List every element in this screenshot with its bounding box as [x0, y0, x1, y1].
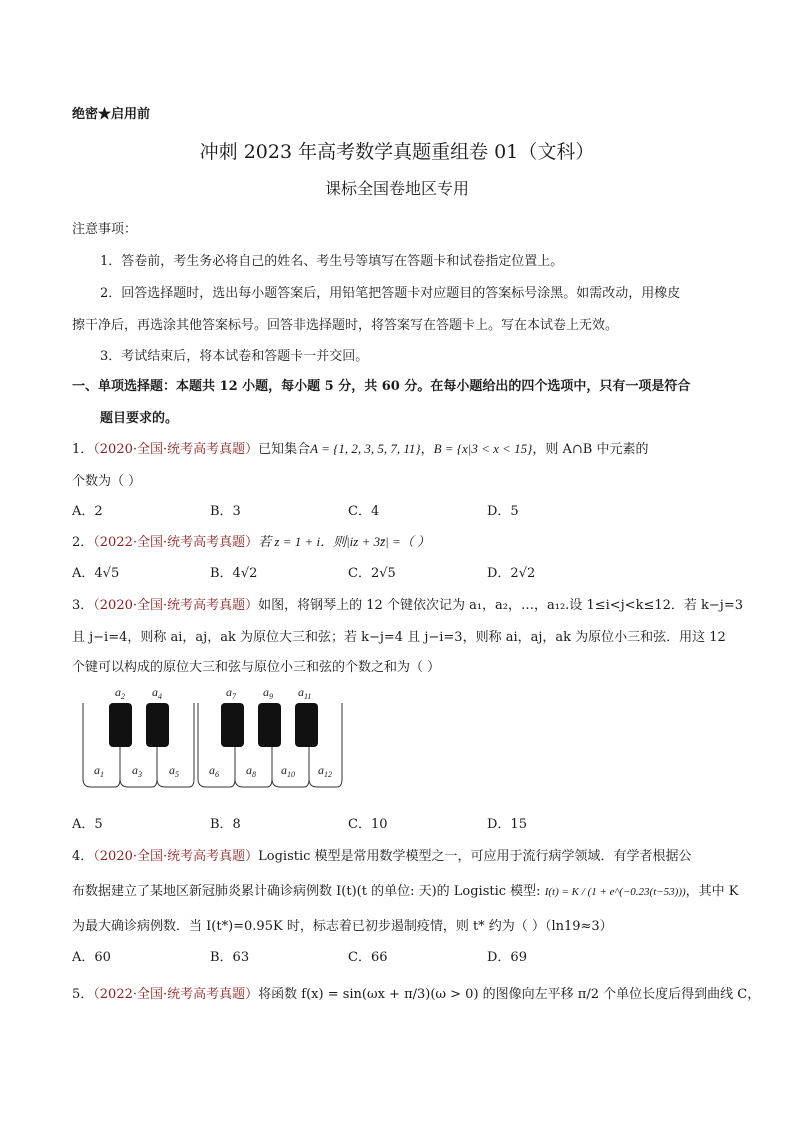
question-text: 若 z = 1 + i．则|iz + 3z̄| =（ ）: [258, 534, 431, 549]
question-source: （2020·全国·统考高考真题）: [93, 849, 259, 864]
key-label-a8: $a_8$: [246, 763, 256, 779]
question-number: 3．: [72, 598, 94, 613]
q2-option-a[interactable]: A．4√5: [72, 566, 120, 581]
key-label-a10: $a_{10}$: [281, 763, 295, 779]
key-label-a3: $a_3$: [132, 763, 142, 779]
question-source: （2020·全国·统考高考真题）: [93, 442, 259, 457]
question-text-cont: 则 A∩B 中元素的: [545, 442, 649, 457]
notice-heading: 注意事项：: [72, 222, 138, 237]
key-label-a6: $a_6$: [209, 763, 219, 779]
notice-item-2-cont: 擦干净后，再选涂其他答案标号。回答非选择题时，将答案写在答题卡上。写在本试卷上无效。: [72, 318, 619, 333]
confidential-mark: 绝密★启用前: [72, 107, 151, 122]
black-key-a4: [146, 703, 169, 747]
black-key-a7: [221, 703, 244, 747]
q3-option-d[interactable]: D．15: [487, 817, 527, 832]
key-label-a4: $a_4$: [152, 685, 162, 701]
q4-option-b[interactable]: B．63: [210, 950, 250, 965]
question-5-line1: [72, 983, 760, 1002]
key-label-a7: $a_7$: [226, 685, 236, 701]
q2-option-d[interactable]: D．2√2: [487, 566, 536, 581]
question-text: 布数据建立了某地区新冠肺炎累计确诊病例数 I(t)(t 的单位: 天)的 Logistic 模型:: [72, 884, 541, 899]
q4-option-d[interactable]: D．69: [487, 950, 527, 965]
black-key-a9: [258, 703, 281, 747]
notice-item-1: 1．答卷前，考生务必将自己的姓名、考生号等填写在答题卡和试卷指定位置上。: [100, 254, 564, 269]
black-key-labels: [115, 685, 311, 701]
q4-option-a[interactable]: A．60: [72, 950, 111, 965]
piano-keyboard-figure: [78, 683, 350, 793]
q3-option-b[interactable]: B．8: [210, 817, 241, 832]
section-heading: 一、单项选择题：本题共 12 小题，每小题 5 分，共 60 分。在每小题给出的四个选项中，只有一项是符合: [72, 379, 691, 394]
set-a: A = {1, 2, 3, 5, 7, 11}: [310, 441, 421, 456]
key-label-a9: $a_9$: [263, 685, 273, 701]
q2-option-b[interactable]: B．4√2: [210, 566, 258, 581]
key-label-a1: $a_1$: [94, 763, 104, 779]
q2-option-c[interactable]: C．2√5: [348, 566, 396, 581]
question-source: （2020·全国·统考高考真题）: [93, 598, 259, 613]
question-1-line2: 个数为（ ）: [72, 474, 142, 489]
question-source: （2022·全国·统考高考真题）: [93, 535, 259, 550]
question-3-line3: 个键可以构成的原位大三和弦与原位小三和弦的个数之和为（ ）: [72, 660, 441, 675]
question-text: Logistic 模型是常用数学模型之一，可应用于流行病学领域．有学者根据公: [258, 849, 692, 864]
notice-item-2: 2．回答选择题时，选出每小题答案后，用铅笔把答题卡对应题目的答案标号涂黑。如需改动，用橡皮: [100, 286, 681, 301]
key-label-a5: $a_5$: [169, 763, 179, 779]
question-4-line2: [72, 880, 739, 899]
q4-option-c[interactable]: C．66: [348, 950, 388, 965]
question-number: 2．: [72, 535, 94, 550]
question-number: 1．: [72, 442, 94, 457]
question-text: 已知集合: [258, 442, 311, 457]
question-number: 4．: [72, 849, 94, 864]
key-label-a12: $a_{12}$: [318, 763, 332, 779]
section-heading-cont: 题目要求的。: [100, 411, 179, 426]
question-text: 将函数 f(x) = sin(ωx + π/3)(ω > 0) 的图像向左平移 π/2 个单位长度后得到曲线 C，: [258, 987, 761, 1002]
q3-option-a[interactable]: A．5: [72, 817, 103, 832]
question-2-line1: [72, 531, 430, 550]
logistic-formula: I(t) = K / (1 + e^(−0.23(t−53))): [544, 886, 686, 898]
set-b: B = {x|3 < x < 15}: [433, 441, 533, 456]
question-text-cont: ，其中 K: [685, 884, 739, 899]
question-4-line1: [72, 845, 692, 864]
black-key-a11: [295, 703, 318, 747]
page-title: 冲刺 2023 年高考数学真题重组卷 01（文科）: [199, 141, 595, 163]
q1-option-a[interactable]: A．2: [72, 504, 103, 519]
question-4-line3: 为最大确诊病例数．当 I(t*)=0.95K 时，标志着已初步遏制疫情，则 t* 约为（ ）（ln19≈3）: [72, 919, 613, 934]
key-label-a11: $a_{11}$: [298, 685, 312, 701]
black-key-a2: [109, 703, 132, 747]
q3-option-c[interactable]: C．10: [348, 817, 388, 832]
question-text: 如图，将钢琴上的 12 个键依次记为 a₁，a₂，…，a₁₂.设 1≤i<j<k≤12．若 k−j=3: [258, 598, 743, 613]
key-label-a2: $a_2$: [115, 685, 125, 701]
question-source: （2022·全国·统考高考真题）: [93, 987, 259, 1002]
q1-option-d[interactable]: D．5: [487, 504, 519, 519]
question-3-line2: 且 j−i=4，则称 ai，aj，ak 为原位大三和弦；若 k−j=4 且 j−i=3，则称 ai，aj，ak 为原位小三和弦．用这 12: [72, 630, 726, 645]
q1-option-b[interactable]: B．3: [210, 504, 241, 519]
question-3-line1: [72, 594, 743, 613]
q1-option-c[interactable]: C．4: [348, 504, 380, 519]
question-1-line1: 1．（2020·全国·统考高考真题）已知集合A = {1, 2, 3, 5, 7, 11}，B = {x|3 < x < 15}，则 A∩B 中元素的: [72, 441, 649, 457]
notice-item-3: 3．考试结束后，将本试卷和答题卡一并交回。: [100, 349, 369, 364]
question-number: 5．: [72, 987, 94, 1002]
page-subtitle: 课标全国卷地区专用: [324, 179, 469, 198]
